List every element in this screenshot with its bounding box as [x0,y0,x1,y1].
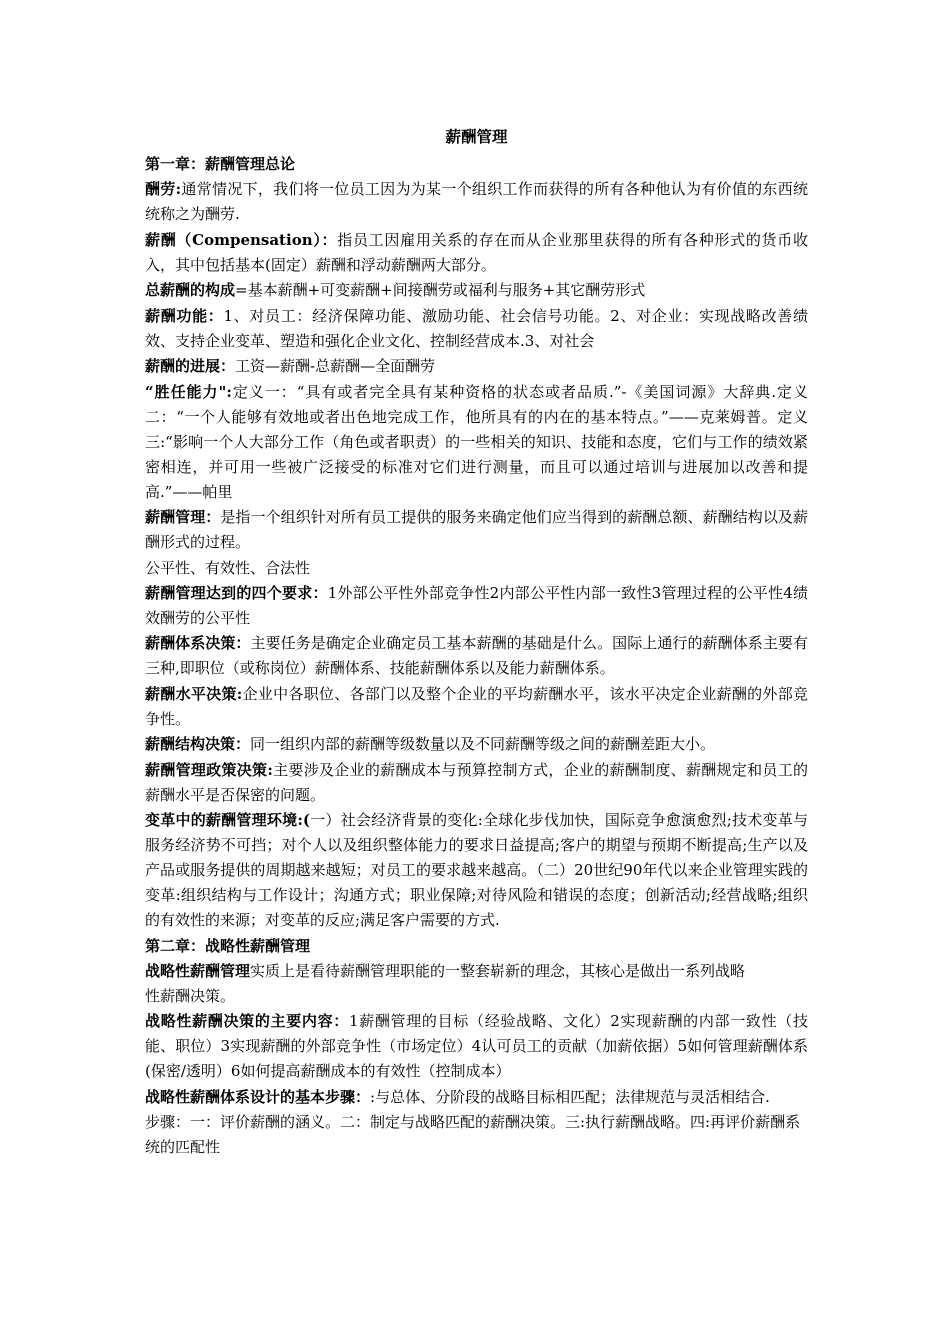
definition: 工资—薪酬-总薪酬—全面酬劳 [235,357,436,375]
paragraph-compensation-definition [145,177,808,227]
term: 总薪酬的构成 [145,281,236,299]
paragraph-policy-decision [145,758,808,808]
paragraph-salary-functions [145,304,808,354]
definition: 一）社会经济背景的变化:全球化步伐加快，国际竞争愈演愈烈;技术变革与服务经济势不可挡；对个人以及组织整体能力的要求日益提高;客户的期望与预期不断提高;生产以及产品或服务提供的周期越来越短；对员工的要求越来越高。（二）20世纪90年代以来企业管理实践的变革:组织结构与工作设计；沟通方式；职业保障;对待风险和错误的态度；创新活动;经营战略;组织的有效性的来源；对变革的反应;满足客户需要的方式. [145,811,808,929]
definition: 是指一个组织针对所有员工提供的服务来确定他们应当得到的薪酬总额、薪酬结构以及薪酬形式的过程。 [145,508,808,551]
term: 薪酬管理： [145,508,221,526]
term: 战略性薪酬体系设计的基本步骤： [145,1087,371,1106]
definition: 实质上是看待薪酬管理职能的一整套崭新的理念，其核心是做出一系列战略 [250,961,746,980]
paragraph-salary-definition [145,228,808,278]
definition: 1薪酬管理的目标（经验战略、文化）2实现薪酬的内部一致性（技能、职位）3实现薪酬的外部竞争性（市场定位）4认可员工的贡献（加薪依据）5如何管理薪酬体系(保密/透明）6如何提高薪酬成本的有效性（控制成本） [145,1012,808,1080]
term: 薪酬管理达到的四个要求： [145,583,328,602]
term: 薪酬结构决策： [145,735,251,753]
paragraph-structure-decision [145,732,808,757]
paragraph-salary-progress [145,354,808,379]
paragraph-design-steps [145,1085,808,1110]
definition: =基本薪酬+可变薪酬+间接酬劳或福利与服务+其它酬劳形式 [235,281,646,299]
paragraph-principles: 公平性、有效性、合法性 [145,558,311,577]
term: 战略性薪酬管理 [145,961,251,980]
definition: 指员工因雇用关系的存在而从企业那里获得的所有各种形式的货币收入，其中包括基本(固定）薪酬和浮动薪酬两大部分。 [145,230,808,274]
paragraph-total-compensation [145,278,808,303]
definition: 1外部公平性外部竞争性2内部公平性内部一致性3管理过程的公平性4绩效酬劳的公平性 [145,583,808,627]
term: 薪酬功能： [145,306,224,325]
chapter-1-heading: 第一章：薪酬管理总论 [145,155,296,173]
term: 薪酬管理政策决策: [145,760,273,779]
paragraph-salary-management [145,505,808,555]
term: 战略性薪酬决策的主要内容： [145,1012,349,1030]
term: 酬劳: [145,180,182,198]
definition: 同一组织内部的薪酬等级数量以及不同薪酬等级之间的薪酬差距大小。 [250,735,716,753]
definition: 主要任务是确定企业确定员工基本薪酬的基础是什么。国际上通行的薪酬体系主要有三种,即职位（或称岗位）薪酬体系、技能薪酬体系以及能力薪酬体系。 [145,634,808,677]
term: 薪酬（Compensation）： [145,230,338,249]
paragraph-steps: 步骤：一：评价薪酬的涵义。二：制定与战略匹配的薪酬决策。三:执行薪酬战略。四:再评价薪酬系统的匹配性 [145,1113,801,1156]
paragraph-competency [145,380,808,505]
definition: 通常情况下，我们将一位员工因为为某一个组织工作而获得的所有各种他认为有价值的东西统统称之为酬劳. [145,180,808,223]
paragraph-level-decision [145,682,808,732]
term: 薪酬体系决策： [145,634,251,652]
term: “胜任能力": [145,382,232,401]
term: 薪酬水平决策: [145,684,243,703]
definition: 主要涉及企业的薪酬成本与预算控制方式，企业的薪酬制度、薪酬规定和员工的薪酬水平是否保密的问题。 [145,760,808,804]
paragraph-strategic-management-continued: 性薪酬决策。 [145,987,236,1005]
paragraph-four-requirements [145,581,808,631]
paragraph-strategic-management [145,959,808,984]
chapter-2-heading: 第二章：战略性薪酬管理 [145,936,311,955]
term: 薪酬的进展： [145,357,236,375]
document-title: 薪酬管理 [445,127,508,146]
definition: 企业中各职位、各部门以及整个企业的平均薪酬水平，该水平决定企业薪酬的外部竞争性。 [145,684,808,728]
paragraph-changing-environment [145,808,808,933]
definition: 1、对员工：经济保障功能、激励功能、社会信号功能。2、对企业：实现战略改善绩效、支持企业变革、塑造和强化企业文化、控制经营成本.3、对社会 [145,306,808,350]
document-page [145,124,808,1160]
paragraph-system-decision [145,631,808,681]
paragraph-strategic-decision-content [145,1009,808,1084]
term: 变革中的薪酬管理环境:( [145,811,310,829]
definition: 定义一：“具有或者完全具有某种资格的状态或者品质.”-《美国词源》大辞典.定义二：“一个人能够有效地或者出色地完成工作，他所具有的内在的基本特点。”——克莱姆普。定义三:“影响一个人大部分工作（角色或者职责）的一些相关的知识、技能和态度，它们与工作的绩效紧密相连，并可用一些被广泛接受的标准对它们进行测量，而且可以通过培训与进展加以改善和提高.”——帕里 [145,382,808,501]
definition: :与总体、分阶段的战略目标相匹配；法律规范与灵活相结合. [370,1087,770,1106]
